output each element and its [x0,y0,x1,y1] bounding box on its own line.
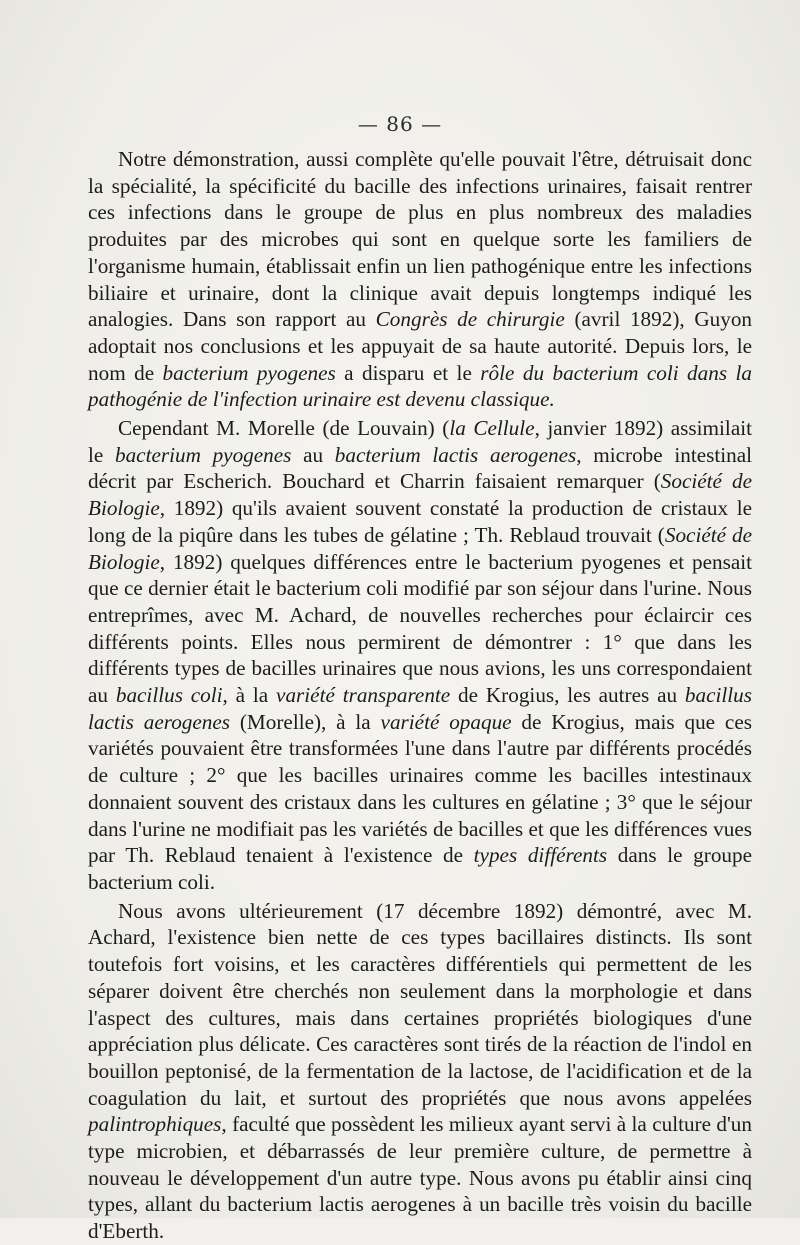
body-text [88,146,752,1245]
text-run: Nous avons ultérieurement (17 décembre 1892) démontré, avec M. Achard, l'existence bien nette de ces types bacillaires distincts. Ils sont toutefois fort voisins, et les caractères différentiels qui permettent de les séparer doivent être cherchés non seulement dans la morphologie et dans l'aspect des cultures, mais dans certaines propriétés biologiques d'une appréciation plus délicate. Ces caractères sont tirés de la réaction de l'indol en bouillon peptonisé, de la fermentation de la lactose, de l'acidification et de la coagulation du lait, et surtout des propriétés que nous avons appelées [88,898,752,1110]
italic-text-run: bacillus coli [115,683,223,708]
italic-text-run: bacterium pyogenes [162,360,336,385]
italic-text-run: palintrophiques [88,1112,222,1137]
text-run: , microbe intestinal décrit par Escherich. Bouchard et Charrin faisaient remarquer ( [88,442,753,494]
paragraph [88,898,752,1245]
italic-text-run: Société de Biologie [88,469,752,521]
italic-text-run: la Cellule [449,416,535,441]
italic-text-run: variété transparente [276,683,451,708]
text-run: a disparu et le [335,360,481,385]
italic-text-run: variété opaque [380,709,512,734]
text-run: , à la [222,683,277,708]
italic-text-run: rôle du bacterium coli dans la pathogénie de l'infection urinaire est devenu classique. [88,360,752,412]
text-run: de Krogius, mais que ces variétés pouvaient être transformées l'une dans l'autre par différents procédés de culture ; 2° que les bacilles urinaires comme les bacilles intestinaux donnaient souvent des cristaux dans les cultures en gélatine ; 3° que le séjour dans l'urine ne modifiait pas les variétés de bacilles et que les différences vues par Th. Reblaud tenaient à l'existence de [88,709,752,868]
italic-text-run: bacillus lactis aerogenes [88,683,753,734]
text-run: (Morelle), à la [230,709,381,734]
italic-text-run: bacterium pyogenes [114,442,292,467]
italic-text-run: types différents [473,843,608,868]
italic-text-run: bacterium lactis aerogenes [334,442,577,467]
text-run: (avril 1892), Guyon adoptait nos conclusions et les appuyait de sa haute autorité. Depuis lors, le nom de [88,307,753,385]
text-run: , 1892) qu'ils avaient souvent constaté la production de cristaux le long de la piqûre dans les tubes de gélatine ; Th. Reblaud trouvait ( [88,496,752,547]
text-run: Cependant M. Morelle (de Louvain) ( [118,416,450,441]
text-run: , janvier 1892) assimilait le [88,416,752,467]
text-run: dans le groupe bacterium coli. [88,843,753,894]
page-number: — 86 — [357,112,443,136]
text-run: au [291,442,335,467]
text-run: , 1892) quelques différences entre le bacterium pyogenes et pensait que ce dernier était le bacterium coli modifié par son séjour dans l'urine. Nous entreprîmes, avec M. Achard, de nouvelles recherches pour éclaircir ces différents points. Elles nous permirent de démontrer : 1° que dans les différents types de bacilles urinaires que nous avions, les uns correspondaient au [88,549,752,708]
italic-text-run: Société de Biologie [88,522,753,574]
italic-text-run: Congrès de chirurgie [375,307,565,332]
text-run: Notre démonstration, aussi complète qu'elle pouvait l'être, détruisait donc la spécialité, la spécificité du bacille des infections urinaires, faisait rentrer ces infections dans le groupe de plus en plus nombreux des maladies produites par des microbes qui sont en quelque sorte les familiers de l'organisme humain, établissait enfin un lien pathogénique entre les infections biliaire et urinaire, dont la clinique avait depuis longtemps indiqué les analogies. Dans son rapport au [88,147,752,332]
text-run: , faculté que possèdent les milieux ayant servi à la culture d'un type microbien, et débarrassés de leur première culture, de permettre à nouveau le développement d'un autre type. Nous avons pu établir ainsi cinq types, allant du bacterium lactis aerogenes à un bacille très voisin du bacille d'Eberth. [88,1112,752,1244]
text-run: de Krogius, les autres au [450,683,685,708]
paragraph [88,415,752,896]
paragraph [88,146,752,413]
